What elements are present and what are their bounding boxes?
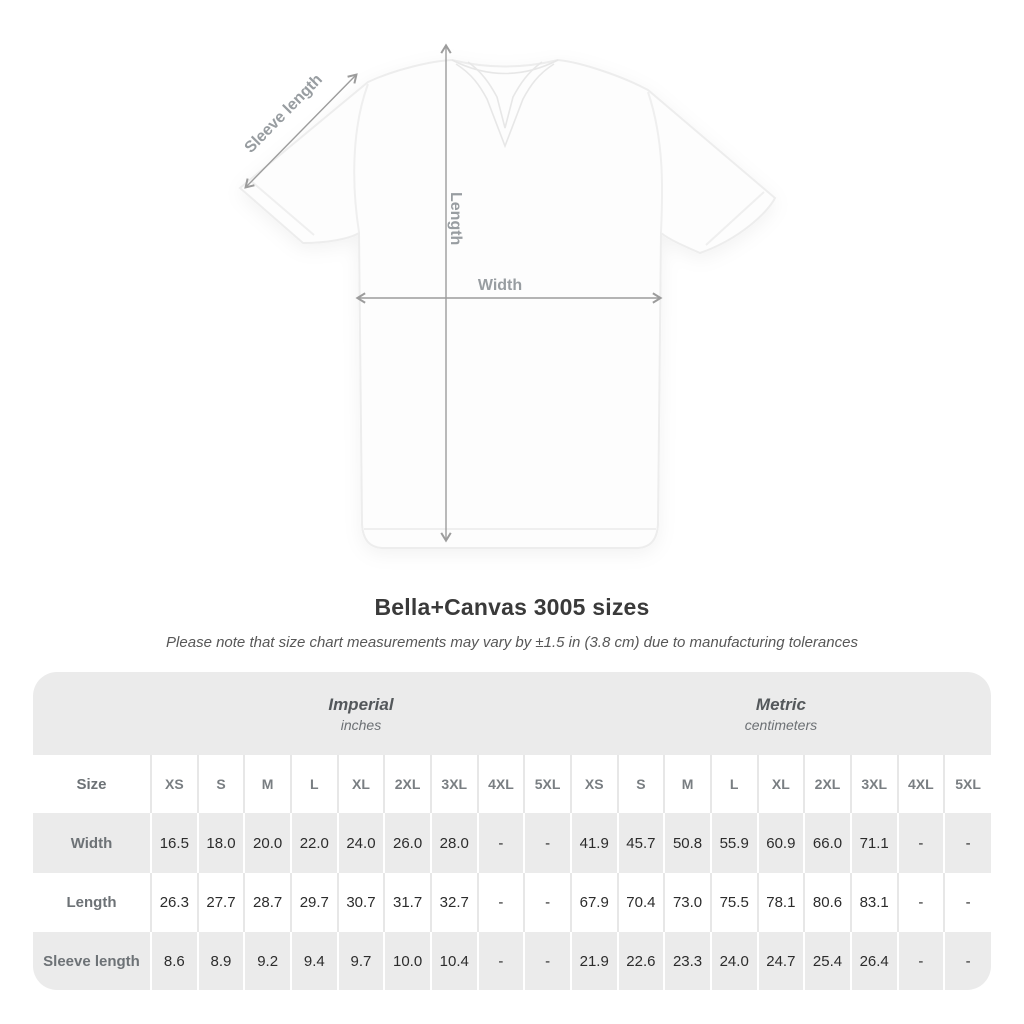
tshirt-silhouette	[240, 60, 775, 548]
size-table-body	[33, 813, 991, 990]
value-cell: 24.7	[758, 932, 805, 990]
value-cell: 32.7	[431, 873, 478, 932]
value-cell: 27.7	[198, 873, 245, 932]
size-column-header: 4XL	[898, 755, 945, 813]
unit-group-label: Imperial	[328, 695, 394, 715]
table-row	[33, 873, 991, 932]
value-cell: 55.9	[711, 813, 758, 873]
value-cell: 22.6	[618, 932, 665, 990]
table-row	[33, 932, 991, 990]
value-cell: 31.7	[384, 873, 431, 932]
value-cell: 78.1	[758, 873, 805, 932]
value-cell: 28.7	[244, 873, 291, 932]
row-label: Sleeve length	[43, 952, 140, 970]
size-column-header: L	[711, 755, 758, 813]
value-cell: 24.0	[711, 932, 758, 990]
value-cell: -	[478, 873, 525, 932]
width-label: Width	[477, 277, 523, 294]
value-cell: 66.0	[804, 813, 851, 873]
sleeve-length-label: Sleeve length	[241, 71, 327, 157]
value-cell: -	[524, 813, 571, 873]
value-cell: -	[478, 813, 525, 873]
value-cell: 29.7	[291, 873, 338, 932]
value-cell: 8.6	[151, 932, 198, 990]
value-cell: -	[944, 813, 991, 873]
unit-group-sublabel: inches	[340, 716, 382, 733]
size-table	[33, 672, 991, 990]
value-cell: 24.0	[338, 813, 385, 873]
page-title: Bella+Canvas 3005 sizes	[374, 594, 650, 620]
value-cell: 67.9	[571, 873, 618, 932]
band-corner-cell	[33, 672, 151, 755]
size-column-header: M	[244, 755, 291, 813]
value-cell: 9.2	[244, 932, 291, 990]
value-cell: -	[898, 873, 945, 932]
size-column-header: XL	[758, 755, 805, 813]
value-cell: 60.9	[758, 813, 805, 873]
size-table-head	[33, 672, 991, 813]
value-cell: 8.9	[198, 932, 245, 990]
size-header-cell: Size	[76, 775, 107, 793]
value-cell: -	[524, 873, 571, 932]
value-cell: 9.7	[338, 932, 385, 990]
size-header-row	[33, 755, 991, 813]
value-cell: 26.0	[384, 813, 431, 873]
size-column-header: XS	[151, 755, 198, 813]
value-cell: 30.7	[338, 873, 385, 932]
tshirt-graphic	[240, 60, 775, 548]
size-column-header: 5XL	[944, 755, 991, 813]
unit-group-header	[151, 672, 571, 755]
value-cell: 80.6	[804, 873, 851, 932]
value-cell: -	[944, 932, 991, 990]
value-cell: 16.5	[151, 813, 198, 873]
size-table-card	[33, 672, 991, 990]
value-cell: 26.3	[151, 873, 198, 932]
value-cell: 70.4	[618, 873, 665, 932]
value-cell: 26.4	[851, 932, 898, 990]
size-column-header: 3XL	[851, 755, 898, 813]
value-cell: -	[898, 932, 945, 990]
value-cell: 41.9	[571, 813, 618, 873]
unit-group-header	[571, 672, 991, 755]
row-label: Width	[70, 834, 113, 852]
value-cell: 73.0	[664, 873, 711, 932]
value-cell: 71.1	[851, 813, 898, 873]
unit-group-sublabel: centimeters	[744, 716, 818, 733]
row-label: Length	[66, 894, 117, 911]
size-column-header: 3XL	[431, 755, 478, 813]
table-row	[33, 813, 991, 873]
value-cell: 20.0	[244, 813, 291, 873]
value-cell: 28.0	[431, 813, 478, 873]
unit-group-label: Metric	[755, 695, 806, 715]
page-subtitle: Please note that size chart measurements may vary by ±1.5 in (3.8 cm) due to manufacturing tolerances	[166, 634, 858, 651]
value-cell: 75.5	[711, 873, 758, 932]
length-label: Length	[447, 192, 464, 246]
size-column-header: 4XL	[478, 755, 525, 813]
size-column-header: S	[198, 755, 245, 813]
unit-band-row	[33, 672, 991, 755]
value-cell: 45.7	[618, 813, 665, 873]
value-cell: 9.4	[291, 932, 338, 990]
value-cell: 22.0	[291, 813, 338, 873]
size-column-header: 5XL	[524, 755, 571, 813]
size-column-header: L	[291, 755, 338, 813]
size-column-header: 2XL	[804, 755, 851, 813]
value-cell: 10.4	[431, 932, 478, 990]
value-cell: 50.8	[664, 813, 711, 873]
size-column-header: XL	[338, 755, 385, 813]
value-cell: 23.3	[664, 932, 711, 990]
value-cell: -	[944, 873, 991, 932]
size-column-header: S	[618, 755, 665, 813]
value-cell: 25.4	[804, 932, 851, 990]
value-cell: -	[898, 813, 945, 873]
value-cell: 18.0	[198, 813, 245, 873]
value-cell: 83.1	[851, 873, 898, 932]
value-cell: -	[478, 932, 525, 990]
size-column-header: XS	[571, 755, 618, 813]
value-cell: -	[524, 932, 571, 990]
size-column-header: 2XL	[384, 755, 431, 813]
value-cell: 10.0	[384, 932, 431, 990]
size-column-header: M	[664, 755, 711, 813]
value-cell: 21.9	[571, 932, 618, 990]
